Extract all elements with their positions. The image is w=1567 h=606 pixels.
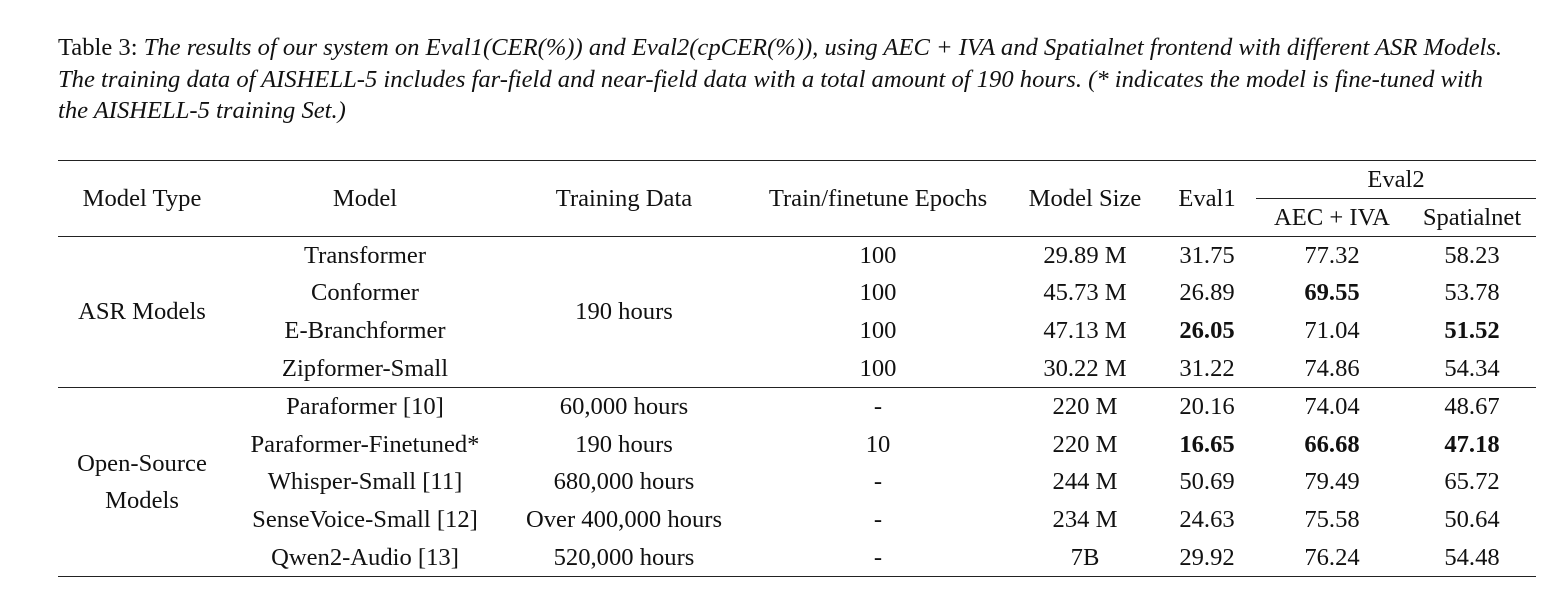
cell-eval1: 24.63 — [1179, 505, 1235, 533]
cell-model: Qwen2-Audio [13] — [226, 539, 504, 577]
cell-aec-iva: 79.49 — [1304, 468, 1360, 496]
best-value: 69.55 — [1304, 279, 1360, 307]
cell-eval1-best — [1158, 426, 1256, 464]
best-value: 26.05 — [1179, 316, 1235, 344]
cell-size: 220 M — [1012, 388, 1158, 426]
cell-model: Paraformer [10] — [226, 388, 504, 426]
cell-spatialnet: 53.78 — [1444, 279, 1500, 307]
cell-training-data: 190 hours — [575, 430, 673, 458]
cell-size: 234 M — [1052, 505, 1118, 533]
best-value: 47.18 — [1444, 430, 1500, 458]
cell-model: SenseVoice-Small [12] — [252, 505, 478, 533]
cell-size: 244 M — [1052, 468, 1118, 496]
cell-aec-iva: 71.04 — [1304, 316, 1360, 344]
cell-aec-iva-best — [1256, 426, 1408, 464]
cell-training-data: 680,000 hours — [553, 468, 695, 496]
table-row — [58, 464, 1536, 502]
cell-model: E-Branchformer — [284, 316, 446, 344]
cell-shared-training-data: 190 hours — [504, 237, 744, 388]
group-label-line: Models — [105, 487, 179, 515]
header-eval1: Eval1 — [1158, 161, 1256, 237]
cell-epochs: - — [744, 539, 1012, 577]
cell-epochs: 100 — [859, 354, 897, 382]
cell-eval1: 50.69 — [1179, 468, 1235, 496]
caption-label: Table 3: — [58, 34, 138, 61]
cell-size: 220 M — [1052, 430, 1118, 458]
cell-aec-iva: 76.24 — [1256, 539, 1408, 577]
cell-training-data: 60,000 hours — [504, 388, 744, 426]
cell-eval1: 31.75 — [1158, 237, 1256, 275]
cell-training-data: Over 400,000 hours — [525, 505, 723, 533]
cell-model: Whisper-Small [11] — [267, 468, 463, 496]
cell-epochs: - — [873, 505, 883, 533]
cell-training-data: 520,000 hours — [504, 539, 744, 577]
cell-eval1: 31.22 — [1179, 354, 1235, 382]
cell-model: Zipformer-Small — [281, 354, 449, 382]
cell-spatialnet: 65.72 — [1444, 468, 1500, 496]
cell-epochs: 100 — [744, 237, 1012, 275]
cell-spatialnet: 58.23 — [1408, 237, 1536, 275]
cell-spatialnet-best — [1408, 312, 1536, 350]
header-epochs: Train/finetune Epochs — [744, 161, 1012, 237]
best-value: 66.68 — [1304, 430, 1360, 458]
header-model-size: Model Size — [1012, 161, 1158, 237]
table-row — [58, 388, 1536, 426]
cell-model: Transformer — [226, 237, 504, 275]
header-model-type: Model Type — [58, 161, 226, 237]
cell-epochs: 100 — [859, 279, 897, 307]
cell-size: 30.22 M — [1043, 354, 1127, 382]
results-table — [58, 160, 1536, 577]
cell-spatialnet: 54.48 — [1408, 539, 1536, 577]
cell-eval1: 29.92 — [1158, 539, 1256, 577]
table-row — [58, 350, 1536, 388]
group-label-open-source-models — [58, 388, 226, 577]
group-label-line: Open-Source — [77, 450, 207, 478]
header-eval2: Eval2 — [1256, 161, 1536, 199]
cell-eval1-best — [1158, 312, 1256, 350]
cell-spatialnet: 50.64 — [1444, 505, 1500, 533]
cell-spatialnet: 48.67 — [1408, 388, 1536, 426]
cell-size: 45.73 M — [1043, 279, 1127, 307]
header-eval2-aec-iva: AEC + IVA — [1274, 203, 1390, 231]
table-row — [58, 275, 1536, 313]
cell-epochs: - — [873, 468, 883, 496]
table-row — [58, 426, 1536, 464]
cell-model: Conformer — [311, 279, 419, 307]
header-eval2-spatialnet: Spatialnet — [1422, 203, 1522, 231]
cell-aec-iva: 74.04 — [1256, 388, 1408, 426]
cell-eval1: 20.16 — [1158, 388, 1256, 426]
table-caption — [58, 32, 1518, 127]
table-row — [58, 237, 1536, 275]
caption-text: The results of our system on Eval1(CER(%)) and Eval2(cpCER(%)), using AEC + IVA and Spatialnet frontend with different ASR Models. The training data of AISHELL-5 includes far-field and near-field data with a total amount of 190 hours. (* indicates the model is fine-tuned with the AISHELL-5 training Set.) — [58, 34, 1503, 124]
header-training-data: Training Data — [504, 161, 744, 237]
cell-spatialnet-best — [1408, 426, 1536, 464]
cell-aec-iva-best — [1256, 275, 1408, 313]
table-row — [58, 312, 1536, 350]
cell-size: 29.89 M — [1012, 237, 1158, 275]
cell-spatialnet: 54.34 — [1444, 354, 1500, 382]
group-label-asr-models: ASR Models — [58, 237, 226, 388]
best-value: 51.52 — [1444, 316, 1500, 344]
cell-aec-iva: 77.32 — [1256, 237, 1408, 275]
cell-model: Paraformer-Finetuned* — [250, 430, 480, 458]
cell-size: 47.13 M — [1043, 316, 1127, 344]
table-row — [58, 539, 1536, 577]
cell-epochs: - — [744, 388, 1012, 426]
best-value: 16.65 — [1179, 430, 1235, 458]
cell-epochs: 100 — [859, 316, 897, 344]
header-model: Model — [226, 161, 504, 237]
cell-aec-iva: 75.58 — [1304, 505, 1360, 533]
cell-epochs: 10 — [865, 430, 891, 458]
cell-eval1: 26.89 — [1179, 279, 1235, 307]
cell-size: 7B — [1012, 539, 1158, 577]
cell-aec-iva: 74.86 — [1304, 354, 1360, 382]
table-row — [58, 501, 1536, 539]
